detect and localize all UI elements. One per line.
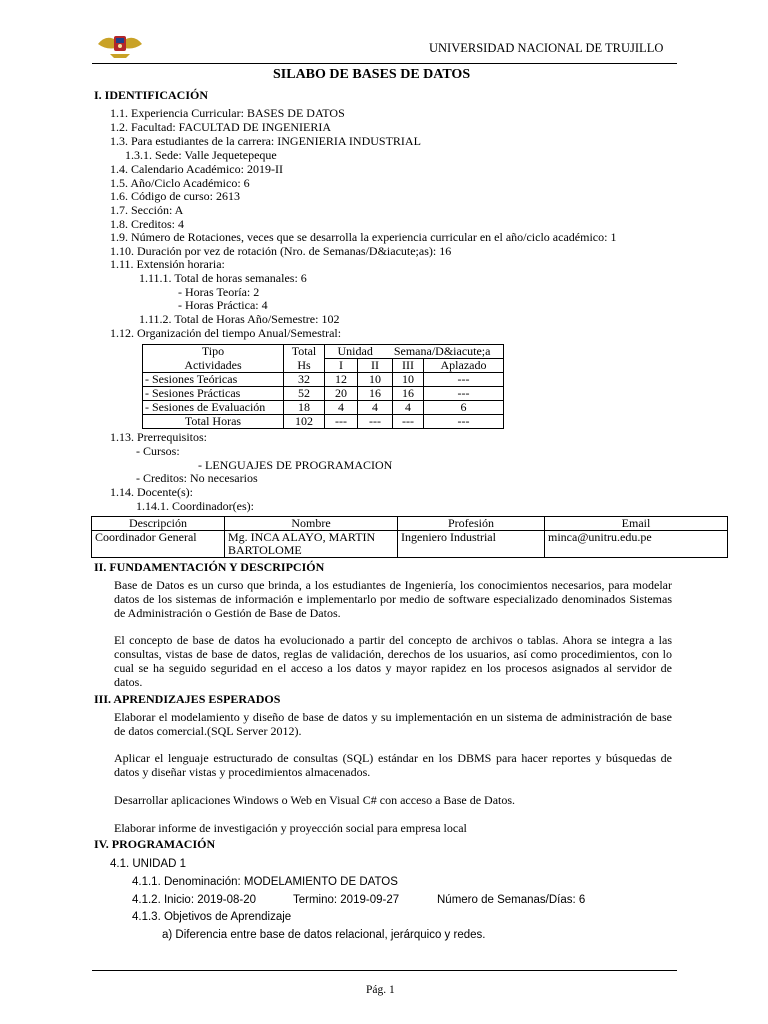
id-line: 1.8. Creditos: 4 [110,217,184,231]
table-row [143,373,504,387]
table-header: Nombre [225,517,398,531]
table-cell: 10 [358,373,393,387]
week-label: Semana/D&iacute;a [393,344,491,358]
table-cell: 4 [358,401,393,415]
id-line: 1.1. Experiencia Curricular: BASES DE DATOS [110,106,345,120]
unit-line: 4.1.3. Objetivos de Aprendizaje [132,911,292,923]
table-header-row [143,359,504,373]
table-cell: 4 [325,401,358,415]
paragraph: El concepto de base de datos ha evolucionado a partir del concepto de archivos o tablas. Ahora se integra a las consultas, vistas de base de datos, reglas de validación, derechos de los usuarios, así como procedimientos, con lo cual se ha seguido seguridad en el acceso a los datos y mayor rapidez en los procesos asignados al servidor de datos. [114,633,672,689]
prereq-line: - Creditos: No necesarios [136,471,258,485]
table-cell: 16 [358,387,393,401]
table-header: II [358,359,393,373]
name-line: Mg. INCA ALAYO, MARTIN [228,530,376,544]
table-header: Hs [284,359,325,373]
table-row [143,387,504,401]
table-header [325,345,504,359]
table-cell: --- [358,415,393,429]
table-cell: Total Horas [143,415,284,429]
university-name: UNIVERSIDAD NACIONAL DE TRUJILLO [429,41,664,55]
prereq-line: 1.13. Prerrequisitos: [110,430,207,444]
table-header-row [143,345,504,359]
table-cell: Coordinador General [92,531,225,558]
unit-label: Unidad [337,344,373,358]
unit-line: 4.1.2. Inicio: 2019-08-20 [132,894,257,906]
table-cell: Ingeniero Industrial [398,531,545,558]
unit-line: Termino: 2019-09-27 [293,894,400,906]
id-line: 1.6. Código de curso: 2613 [110,189,240,203]
table-cell: 18 [284,401,325,415]
prereq-line: - LENGUAJES DE PROGRAMACION [198,458,393,472]
paragraph: Elaborar el modelamiento y diseño de base de datos y su implementación en un sistema de administración de base de datos comercial.(SQL Server 2012). [114,710,672,738]
id-line: 1.9. Número de Rotaciones, veces que se desarrolla la experiencia curricular en el año/ciclo académico: 1 [110,230,617,244]
table-header: III [393,359,424,373]
email-cell: minca@unitru.edu.pe [545,531,728,558]
id-line: 1.3.1. Sede: Valle Jequetepeque [125,148,277,162]
table-header: Aplazado [424,359,504,373]
section-heading: IV. PROGRAMACIÓN [94,837,216,851]
id-line: - Horas Práctica: 4 [178,298,268,312]
table-row [143,415,504,429]
table-header: Actividades [143,359,284,373]
paragraph: Elaborar informe de investigación y proyección social para empresa local [114,821,467,835]
prereq-line: 1.14. Docente(s): [110,485,193,499]
table-header: Total [284,345,325,359]
table-cell: - Sesiones Teóricas [143,373,284,387]
unit-line: a) Diferencia entre base de datos relacional, jerárquico y redes. [162,929,486,941]
table-row [143,401,504,415]
table-header: Email [545,517,728,531]
paragraph: Base de Datos es un curso que brinda, a los estudiantes de Ingeniería, los conocimientos necesarios, para modelar datos de los sistemas de información e implementarlo por medio de software especializado denominados Sistemas de Administración o Gestión de Base de Datos. [114,578,672,620]
page-number: Pág. 1 [366,984,395,996]
id-line: 1.11.2. Total de Horas Año/Semestre: 102 [139,312,340,326]
id-line: - Horas Teoría: 2 [178,285,260,299]
id-line: 1.4. Calendario Académico: 2019-II [110,162,283,176]
paragraph: Aplicar el lenguaje estructurado de consultas (SQL) estándar en los DBMS para hacer reportes y búsquedas de datos y diseñar vistas y procedimientos almacenados. [114,751,672,779]
time-organization-table [142,344,504,429]
header-rule [92,63,677,64]
table-cell: --- [424,387,504,401]
prereq-line: 1.14.1. Coordinador(es): [136,499,254,513]
table-cell: --- [424,415,504,429]
table-cell: 6 [424,401,504,415]
table-header: Profesión [398,517,545,531]
table-cell: 12 [325,373,358,387]
id-line: 1.5. Año/Ciclo Académico: 6 [110,176,250,190]
table-header-row [92,517,728,531]
section-heading: I. IDENTIFICACIÓN [94,88,209,102]
table-cell: 32 [284,373,325,387]
table-cell: --- [325,415,358,429]
table-header: Tipo [143,345,284,359]
table-cell [225,531,398,558]
id-line: 1.11. Extensión horaria: [110,257,225,271]
table-cell: - Sesiones de Evaluación [143,401,284,415]
table-cell: 16 [393,387,424,401]
section-heading: III. APRENDIZAJES ESPERADOS [94,692,281,706]
name-line: BARTOLOME [228,543,302,557]
table-header: Descripción [92,517,225,531]
table-cell: - Sesiones Prácticas [143,387,284,401]
table-row [92,531,728,558]
coordinator-table [91,516,728,558]
university-seal [96,30,144,60]
id-line: 1.7. Sección: A [110,203,184,217]
table-cell: --- [424,373,504,387]
unit-line: Número de Semanas/Días: 6 [437,894,586,906]
table-cell: 4 [393,401,424,415]
unit-line: 4.1. UNIDAD 1 [110,858,187,870]
id-line: 1.3. Para estudiantes de la carrera: INGENIERIA INDUSTRIAL [110,134,421,148]
table-cell: 20 [325,387,358,401]
id-line: 1.12. Organización del tiempo Anual/Semestral: [110,326,342,340]
table-cell: 52 [284,387,325,401]
id-line: 1.2. Facultad: FACULTAD DE INGENIERIA [110,120,332,134]
document-title: SILABO DE BASES DE DATOS [273,67,471,82]
table-cell: 102 [284,415,325,429]
prereq-line: - Cursos: [136,444,180,458]
section-heading: II. FUNDAMENTACIÓN Y DESCRIPCIÓN [94,560,325,574]
table-cell: --- [393,415,424,429]
unit-line: 4.1.1. Denominación: MODELAMIENTO DE DATOS [132,876,398,888]
paragraph: Desarrollar aplicaciones Windows o Web en Visual C# con acceso a Base de Datos. [114,793,516,807]
table-cell: 10 [393,373,424,387]
footer-rule [92,970,677,971]
id-line: 1.11.1. Total de horas semanales: 6 [139,271,307,285]
id-line: 1.10. Duración por vez de rotación (Nro. de Semanas/D&iacute;as): 16 [110,244,452,258]
table-header: I [325,359,358,373]
